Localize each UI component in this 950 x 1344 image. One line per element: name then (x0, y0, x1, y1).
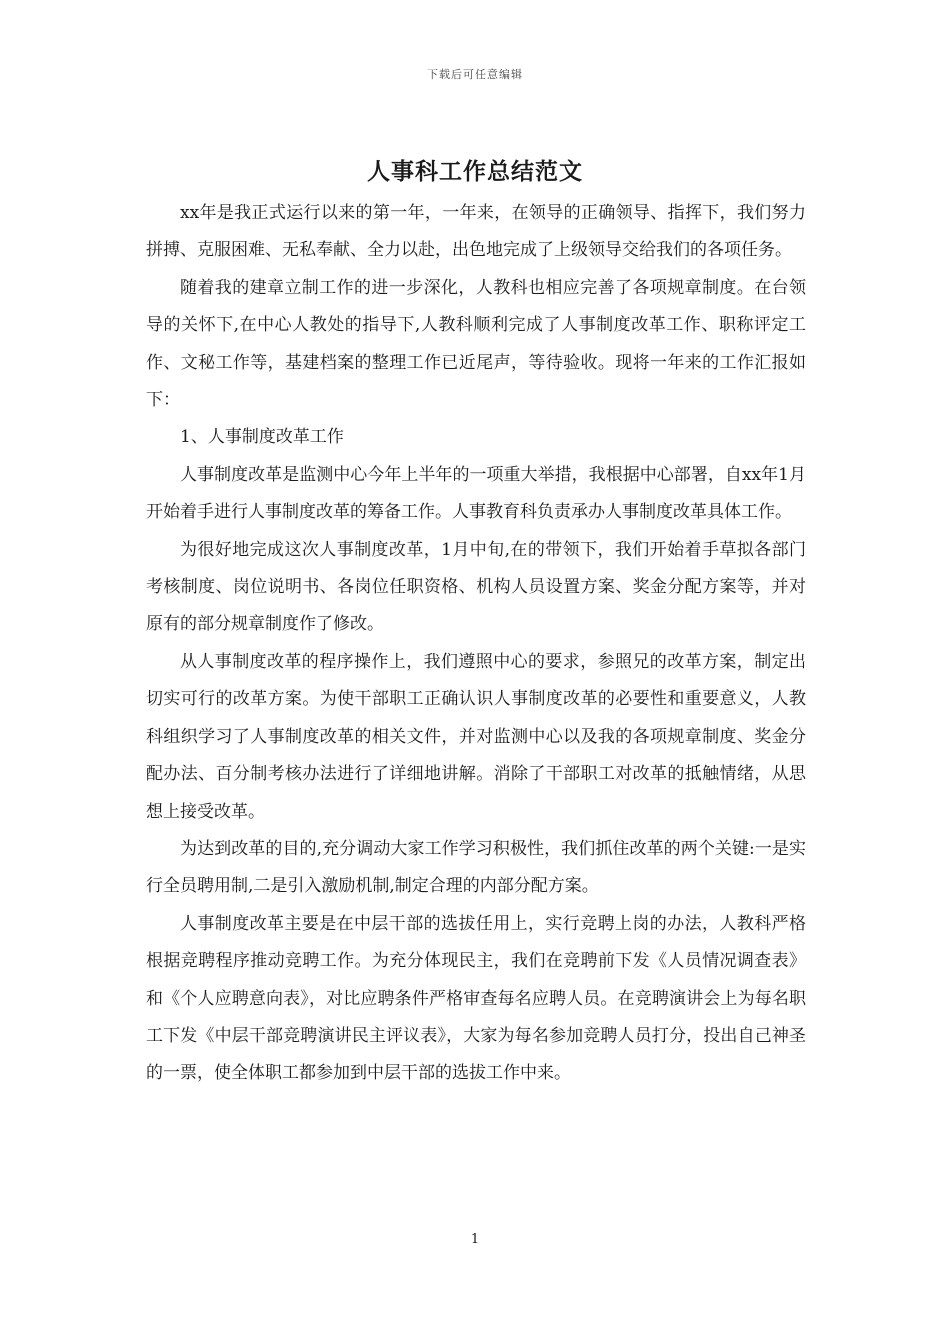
page-number: 1 (470, 1232, 480, 1247)
document-body (146, 195, 806, 1093)
paragraph: 随着我的建章立制工作的进一步深化，人教科也相应完善了各项规章制度。在台领导的关怀下,在中心人教处的指导下,人教科顺利完成了人事制度改革工作、职称评定工作、文秘工作等，基建档案的整理工作已近尾声，等待验收。现将一年来的工作汇报如下： (146, 277, 806, 411)
paragraph: xx年是我正式运行以来的第一年，一年来，在领导的正确领导、指挥下，我们努力拼搏、克服困难、无私奉献、全力以赴，出色地完成了上级领导交给我们的各项任务。 (146, 203, 806, 261)
paragraph: 人事制度改革主要是在中层干部的选拔任用上，实行竞聘上岗的办法，人教科严格根据竞聘程序推动竞聘工作。为充分体现民主，我们在竞聘前下发《人员情况调查表》和《个人应聘意向表》，对比应聘条件严格审查每名应聘人员。在竞聘演讲会上为每名职工下发《中层干部竞聘演讲民主评议表》，大家为每名参加竞聘人员打分，投出自己神圣的一票，使全体职工都参加到中层干部的选拔工作中来。 (146, 913, 806, 1084)
paragraph: 为很好地完成这次人事制度改革，1月中旬,在的带领下，我们开始着手草拟各部门考核制度、岗位说明书、各岗位任职资格、机构人员设置方案、奖金分配方案等，并对原有的部分规章制度作了修改。 (146, 539, 806, 635)
header-note: 下载后可任意编辑 (427, 68, 523, 81)
document-title: 人事科工作总结范文 (367, 159, 583, 185)
section-heading: 1、人事制度改革工作 (180, 427, 344, 448)
paragraph: 从人事制度改革的程序操作上，我们遵照中心的要求，参照兄的改革方案，制定出切实可行的改革方案。为使干部职工正确认识人事制度改革的必要性和重要意义，人教科组织学习了人事制度改革的相关文件，并对监测中心以及我的各项规章制度、奖金分配办法、百分制考核办法进行了详细地讲解。消除了干部职工对改革的抵触情绪，从思想上接受改革。 (146, 651, 806, 822)
paragraph: 人事制度改革是监测中心今年上半年的一项重大举措，我根据中心部署，自xx年1月开始着手进行人事制度改革的筹备工作。人事教育科负责承办人事制度改革具体工作。 (146, 464, 806, 523)
paragraph: 为达到改革的目的,充分调动大家工作学习积极性，我们抓住改革的两个关键:一是实行全员聘用制,二是引入激励机制,制定合理的内部分配方案。 (146, 838, 806, 897)
